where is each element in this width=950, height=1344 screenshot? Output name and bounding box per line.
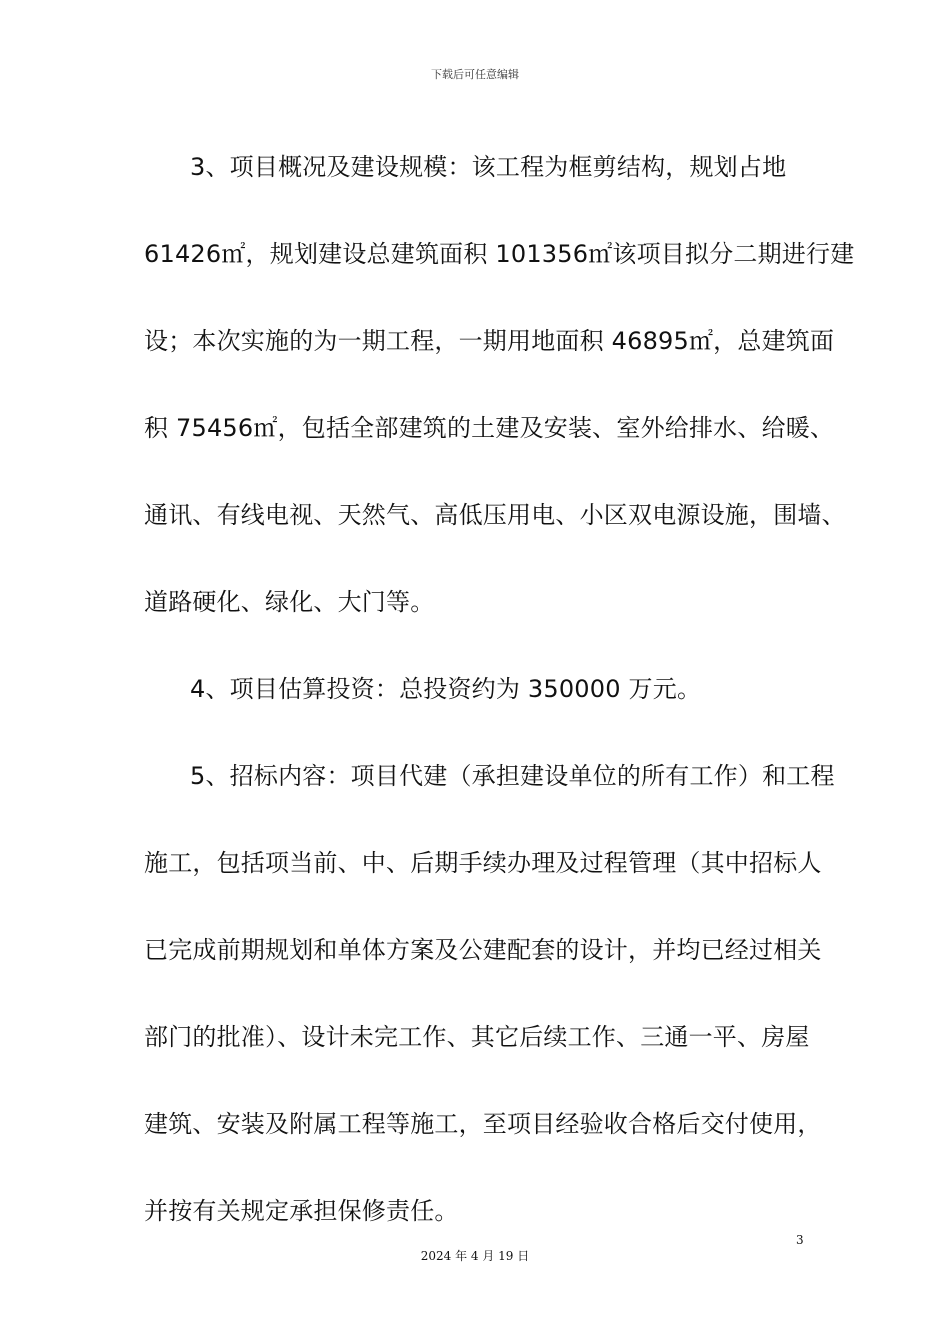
paragraph-3-line-5: 通讯、有线电视、天然气、高低压用电、小区双电源设施，围墙、 [144,501,846,529]
paragraph-5-line-2: 施工，包括项当前、中、后期手续办理及过程管理（其中招标人 [144,849,822,877]
paragraph-3-line-1: 3、项目概况及建设规模：该工程为框剪结构，规划占地 [190,153,787,181]
page-number: 3 [796,1233,804,1247]
paragraph-5-line-5: 建筑、安装及附属工程等施工，至项目经验收合格后交付使用， [144,1110,822,1138]
paragraph-3-line-6: 道路硬化、绿化、大门等。 [144,588,435,616]
paragraph-5-line-3: 已完成前期规划和单体方案及公建配套的设计，并均已经过相关 [144,936,822,964]
paragraph-3-line-4: 积 75456㎡，包括全部建筑的土建及安装、室外给排水、给暖、 [144,414,835,442]
page-header: 下载后可任意编辑 [431,68,519,81]
paragraph-5-line-1: 5、招标内容：项目代建（承担建设单位的所有工作）和工程 [190,762,835,790]
footer-date: 2024 年 4 月 19 日 [420,1249,530,1263]
paragraph-3-line-2: 61426㎡，规划建设总建筑面积 101356㎡该项目拟分二期进行建 [144,240,855,268]
document-body [144,124,855,1255]
paragraph-5-line-6: 并按有关规定承担保修责任。 [144,1197,459,1225]
paragraph-3-line-3: 设；本次实施的为一期工程，一期用地面积 46895㎡，总建筑面 [144,327,835,355]
paragraph-4-line-1: 4、项目估算投资：总投资约为 350000 万元。 [190,675,702,703]
paragraph-5-line-4: 部门的批准）、设计未完工作、其它后续工作、三通一平、房屋 [144,1023,810,1051]
